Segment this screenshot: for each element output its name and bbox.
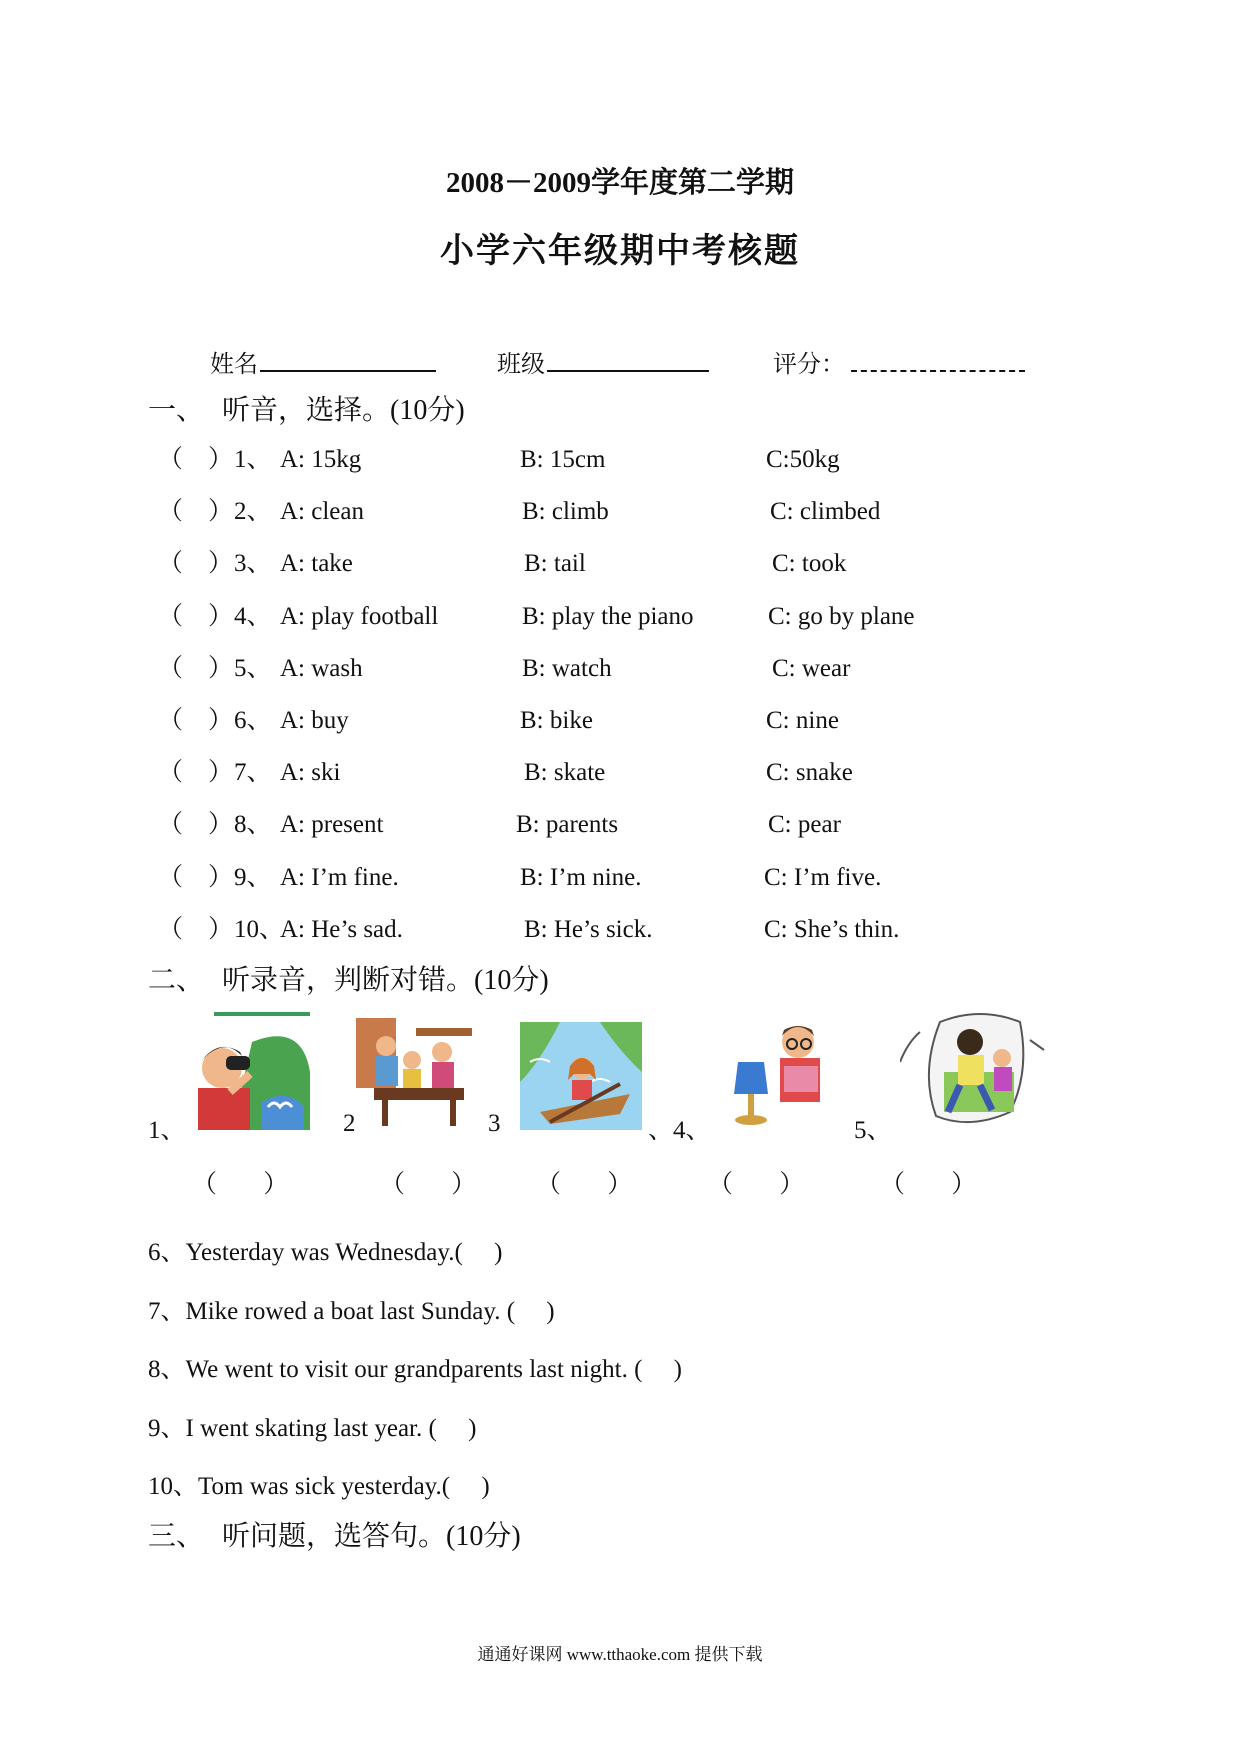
section3-title: 听问题，选答句。(10分) [222, 1521, 521, 1552]
option-a: A: clean [280, 498, 364, 526]
option-a: A: buy [280, 707, 349, 734]
option-a: A: ski [280, 759, 341, 787]
boy-with-binoculars-icon [192, 1012, 312, 1130]
option-b: B: watch [522, 654, 612, 682]
option-c: C: go by plane [768, 602, 915, 630]
picture-1-label: 1、 [148, 1117, 186, 1144]
option-a: A: 15kg [280, 446, 362, 473]
option-b: B: 15cm [520, 446, 606, 473]
option-c: C:50kg [766, 446, 840, 473]
picture-3-label: 3 [488, 1110, 501, 1137]
option-c: C: wear [772, 654, 851, 682]
answer-bracket[interactable]: （ ） [158, 915, 234, 943]
question-number: 6、 [234, 707, 272, 734]
option-b: B: play the piano [522, 602, 694, 630]
answer-bracket[interactable]: （ ） [158, 602, 234, 630]
answer-bracket[interactable]: （ ） [158, 498, 234, 526]
option-b: B: parents [516, 811, 619, 839]
class-blank[interactable] [547, 346, 709, 372]
class-label: 班级 [497, 352, 545, 378]
footer-credit: 通通好课网 www.tthaoke.com 提供下载 [477, 1645, 763, 1664]
option-c: C: climbed [770, 498, 881, 526]
question-number: 4、 [234, 602, 272, 630]
name-blank[interactable] [260, 346, 436, 372]
statement-item[interactable]: 6、Yesterday was Wednesday.( ) [148, 1239, 503, 1266]
option-c: C: took [772, 550, 847, 578]
section2-number: 二、 [148, 965, 205, 996]
kids-running-icon [900, 1012, 1046, 1136]
option-a: A: take [280, 550, 353, 578]
section2-title: 听录音，判断对错。(10分) [222, 965, 549, 996]
picture-5-label: 5、 [854, 1117, 892, 1144]
option-c: C: snake [766, 759, 853, 787]
section2-heading [148, 958, 549, 998]
question-number: 8、 [234, 811, 272, 839]
exam-title: 小学六年级期中考核题 [440, 233, 800, 270]
picture-5-answer[interactable]: （ ） [880, 1171, 997, 1198]
answer-bracket[interactable]: （ ） [158, 811, 234, 839]
name-label: 姓名 [210, 352, 258, 378]
statement-item[interactable]: 8、We went to visit our grandparents last night. ( ) [148, 1356, 682, 1383]
option-c: C: nine [766, 707, 839, 734]
picture-3-answer[interactable]: （ ） [536, 1171, 653, 1198]
picture-2-answer[interactable]: （ ） [380, 1171, 497, 1198]
answer-bracket[interactable]: （ ） [158, 654, 234, 682]
option-b: B: tail [524, 550, 586, 578]
picture-1-answer[interactable]: （ ） [192, 1171, 309, 1198]
statement-item[interactable]: 10、Tom was sick yesterday.( ) [148, 1473, 490, 1500]
option-c: C: pear [768, 811, 841, 839]
picture-4-answer[interactable]: （ ） [708, 1171, 825, 1198]
score-blank[interactable] [851, 346, 1025, 372]
score-label: 评分： [773, 352, 845, 378]
exam-term-title: 2008－2009学年度第二学期 [445, 167, 794, 199]
option-a: A: wash [280, 654, 363, 682]
family-at-table-icon [356, 1018, 476, 1128]
answer-bracket[interactable]: （ ） [158, 707, 234, 734]
girl-rowing-boat-icon [520, 1022, 642, 1130]
option-c: C: She’s thin. [764, 915, 900, 943]
option-a: A: play football [280, 602, 439, 630]
option-b: B: bike [520, 707, 593, 734]
question-number: 3、 [234, 550, 272, 578]
option-b: B: climb [522, 498, 609, 526]
question-number: 1、 [234, 446, 272, 473]
score-field[interactable] [773, 344, 1025, 379]
option-b: B: I’m nine. [520, 863, 642, 891]
option-a: A: He’s sad. [280, 915, 403, 943]
boy-reading-by-lamp-icon [734, 1022, 828, 1126]
section1-number: 一、 [148, 395, 205, 426]
class-field[interactable] [497, 344, 709, 379]
option-b: B: He’s sick. [524, 915, 653, 943]
answer-bracket[interactable]: （ ） [158, 759, 234, 787]
question-number: 2、 [234, 498, 272, 526]
option-c: C: I’m five. [764, 863, 882, 891]
statement-item[interactable]: 7、Mike rowed a boat last Sunday. ( ) [148, 1297, 555, 1325]
answer-bracket[interactable]: （ ） [158, 863, 234, 891]
section1-title: 听音，选择。(10分) [222, 395, 465, 426]
option-b: B: skate [524, 759, 606, 787]
section1-heading [148, 388, 465, 428]
option-a: A: present [280, 811, 384, 839]
picture-2-label: 2 [343, 1110, 356, 1137]
answer-bracket[interactable]: （ ） [158, 446, 234, 473]
section3-number: 三、 [148, 1521, 205, 1552]
question-number: 9、 [234, 863, 272, 891]
question-number: 7、 [234, 759, 272, 787]
statement-item[interactable]: 9、I went skating last year. ( ) [148, 1414, 477, 1442]
question-number: 5、 [234, 654, 272, 682]
question-number: 10、 [234, 915, 285, 943]
picture-4-label: 、4、 [648, 1117, 711, 1144]
name-field[interactable] [210, 344, 436, 379]
section3-heading [148, 1514, 521, 1554]
answer-bracket[interactable]: （ ） [158, 550, 234, 578]
option-a: A: I’m fine. [280, 863, 399, 891]
